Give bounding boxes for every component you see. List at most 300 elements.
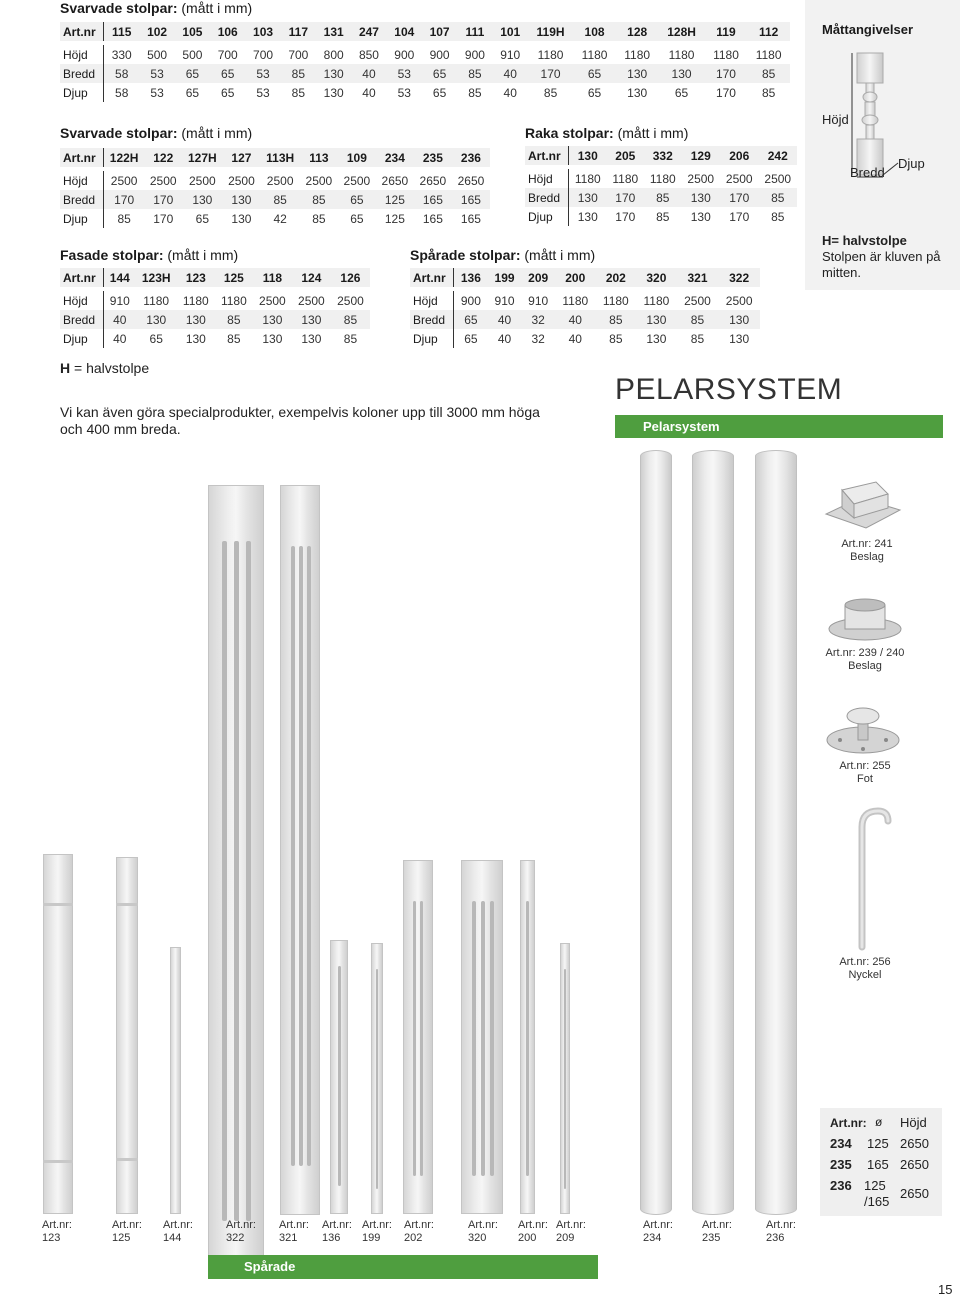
svarvade_mid-cell: 165 [414,190,452,209]
sparade-cell: 1180 [562,293,589,308]
svarvade_mid-cell: 2500 [149,173,177,188]
svarvade_top-cell: 53 [387,64,422,83]
svarvade_mid-cell: 2650 [419,173,447,188]
pelarsystem-bar: Pelarsystem [615,415,943,438]
svarvade_top-cell: 65 [587,85,602,100]
svarvade_mid-cell: 170 [144,190,182,209]
cst-r2-h: 2650 [900,1157,929,1172]
svarvade_top-cell: 101 [493,22,528,41]
raka-cell: 170 [720,188,758,207]
sparade-title: Spårade stolpar: (mått i mm) [410,247,596,263]
pillar-caption [556,1219,602,1245]
column-236 [755,450,797,1215]
svarvade_top-cell: 40 [351,64,386,83]
raka-cell: 170 [729,209,750,224]
svarvade_top-cell: 40 [503,85,517,100]
svarvade_top-cell: 700 [217,47,238,62]
raka-cell: 130 [569,188,607,207]
acc-239-caption: Art.nr: 239 / 240 Beslag [825,647,905,672]
column-234 [640,450,672,1215]
fasade-cell: 2500 [259,293,286,308]
raka-label-3: Djup [525,207,569,226]
svarvade_mid-cell: 165 [460,211,481,226]
raka-cell: 1180 [612,171,639,186]
cst-r3-art: 236 [830,1178,852,1193]
svarvade-mid-title: Svarvade stolpar: (mått i mm) [60,125,253,141]
raka-label-1: Höjd [525,169,569,188]
raka-cell: 170 [615,209,636,224]
matt-note-text: Stolpen är kluven på mitten. [822,249,941,280]
beslag-241-image [822,480,904,536]
raka-cell: 129 [682,146,720,165]
sparade-cell: 40 [497,331,512,346]
raka-cell: 206 [720,146,758,165]
caption-label: Art.nr: [279,1219,309,1231]
raka-title: Raka stolpar: (mått i mm) [525,125,689,141]
sparade-cell: 900 [460,293,481,308]
raka-cell: 85 [656,209,670,224]
svarvade_top-cell: 53 [139,64,174,83]
svarvade_top-cell: 330 [111,47,132,62]
svarvade_top-cell: 170 [715,85,736,100]
svarvade_top-cell: 104 [387,22,422,41]
pillar-caption [163,1219,209,1245]
fasade-cell: 130 [292,310,331,329]
svarvade_top-row-3 [60,83,790,102]
svarvade_top-cell: 65 [210,64,245,83]
svarvade_top-cell: 119 [705,22,748,41]
raka-table [525,146,797,226]
pelarsystem-heading: PELARSYSTEM [615,373,843,406]
caption-label: Art.nr: [404,1219,434,1231]
svarvade_top-cell: 53 [256,85,270,100]
caption-number: 235 [702,1232,721,1244]
svarvade_top-cell: 53 [397,85,411,100]
svarvade_top-cell: 128 [616,22,659,41]
sparade-label-1: Höjd [410,291,454,310]
fasade-cell: 910 [109,293,130,308]
pillar-caption [468,1219,514,1245]
svarvade_top-label-2: Bredd [60,64,104,83]
caption-label: Art.nr: [766,1219,796,1231]
matt-title: Måttangivelser [822,22,914,37]
fasade-cell: 130 [185,331,206,346]
svarvade_mid-cell: 125 [384,211,405,226]
svarvade_top-cell: 65 [432,85,447,100]
sparade-cell: 40 [568,331,582,346]
caption-label: Art.nr: [226,1219,256,1231]
svarvade_mid-label-0: Art.nr [60,148,104,167]
svarvade_mid-cell: 85 [117,211,131,226]
svarvade_mid-cell: 125 [376,190,414,209]
caption-number: 321 [279,1232,298,1244]
sparade-cell: 1180 [602,293,629,308]
sparade-row-3 [410,329,760,348]
caption-number: 209 [556,1232,575,1244]
svarvade_top-cell: 117 [281,22,316,41]
pillar-caption [643,1219,689,1245]
pillar-199 [371,943,383,1214]
sparade-label-2: Bredd [410,310,454,329]
sparade-cell: 1180 [643,293,670,308]
pillar-209 [560,943,570,1214]
fasade-cell: 85 [227,331,241,346]
svarvade_mid-row-2 [60,190,490,209]
svarvade_top-cell: 65 [185,85,200,100]
sparade-row-2 [410,310,760,329]
raka-cell: 130 [682,188,720,207]
fasade-cell: 118 [253,268,292,287]
svarvade_mid-label-3: Djup [60,209,104,228]
svarvade_mid-row-1 [60,171,490,190]
svarvade_mid-cell: 127 [222,148,260,167]
cst-r2-art: 235 [830,1157,852,1172]
svarvade_top-cell: 119H [528,22,573,41]
caption-label: Art.nr: [702,1219,732,1231]
pillar-322 [208,485,264,1277]
sparade-cell: 32 [521,310,555,329]
sparade-row-1 [410,291,760,310]
svarvade_top-cell: 85 [747,64,790,83]
sparade-table [410,268,760,348]
sparade-bar: Spårade [208,1255,598,1279]
cst-r3-d: 125 /165 [864,1178,890,1209]
svarvade_top-cell: 130 [616,64,659,83]
raka-row-2 [525,188,797,207]
svarvade_mid-cell: 65 [338,190,376,209]
sparade-cell: 65 [464,331,478,346]
pillar-caption [702,1219,748,1245]
fasade-cell: 1180 [143,293,170,308]
fasade-cell: 126 [331,268,370,287]
svarvade_top-row-2 [60,64,790,83]
pillar-caption [362,1219,408,1245]
svarvade_top-cell: 105 [175,22,210,41]
caption-label: Art.nr: [362,1219,392,1231]
pillar-320 [461,860,503,1214]
sparade-cell: 202 [596,268,637,287]
matt-panel [805,0,960,290]
raka-cell: 130 [569,146,607,165]
svarvade_mid-cell: 85 [300,190,338,209]
fasade-cell: 130 [136,310,177,329]
svarvade_top-row-1 [60,45,790,64]
fasade-row-1 [60,291,370,310]
raka-cell: 1180 [649,171,676,186]
caption-label: Art.nr: [112,1219,142,1231]
svarvade_top-cell: 65 [221,85,235,100]
raka-table-wrap [525,146,797,226]
sparade-cell: 130 [636,310,677,329]
sparade-cell: 40 [488,310,522,329]
svarvade_mid-cell: 2500 [110,173,138,188]
svarvade_top-row-0 [60,22,790,41]
svarvade_mid-cell: 236 [452,148,490,167]
raka-cell: 332 [644,146,681,165]
svarvade-top-table [60,22,790,102]
svarvade_top-cell: 128H [658,22,704,41]
caption-label: Art.nr: [322,1219,352,1231]
svarvade_top-cell: 170 [705,64,748,83]
svarvade_mid-cell: 170 [104,190,145,209]
svarvade_top-cell: 1180 [537,47,564,62]
svarvade_top-cell: 130 [658,64,704,83]
sparade-table-wrap [410,268,760,348]
fasade-cell: 2500 [298,293,325,308]
svarvade_mid-cell: 2500 [343,173,371,188]
raka-label-0: Art.nr [525,146,569,165]
sparade-row-0 [410,268,760,287]
sparade-cell: 130 [718,310,760,329]
svarvade_top-cell: 700 [288,47,309,62]
fasade-cell: 85 [331,310,370,329]
svarvade_top-cell: 40 [362,85,376,100]
svarvade_mid-row-3 [60,209,490,228]
svarvade_top-cell: 1180 [624,47,651,62]
pillar-123 [43,854,73,1214]
sparade-cell: 320 [636,268,677,287]
fasade-cell: 130 [253,310,292,329]
svarvade_mid-label-2: Bredd [60,190,104,209]
pillar-caption [279,1219,325,1245]
svarvade_top-cell: 112 [747,22,790,41]
svarvade_top-cell: 65 [175,64,210,83]
sparade-cell: 136 [454,268,488,287]
fasade-label-2: Bredd [60,310,104,329]
svarvade_mid-cell: 165 [452,190,490,209]
sparade-cell: 130 [729,331,750,346]
caption-number: 202 [404,1232,423,1244]
svarvade_top-cell: 130 [323,85,344,100]
svarvade_mid-cell: 130 [231,211,252,226]
svarvade_mid-cell: 122 [144,148,182,167]
svarvade_mid-cell: 42 [273,211,287,226]
svarvade_top-cell: 85 [291,85,306,100]
svarvade_mid-cell: 2650 [381,173,409,188]
sparade-cell: 130 [646,331,667,346]
sparade-cell: 85 [596,310,637,329]
nyckel-256-image [848,807,893,952]
raka-cell: 2500 [725,171,753,186]
caption-number: 320 [468,1232,487,1244]
svarvade_mid-cell: 130 [182,190,222,209]
fot-255-image [822,700,904,758]
fasade-cell: 130 [301,331,322,346]
svarvade_mid-cell: 2500 [266,173,294,188]
caption-number: 234 [643,1232,662,1244]
svarvade_top-cell: 910 [500,47,521,62]
svarvade_top-cell: 247 [351,22,386,41]
baluster-diagram [840,45,940,185]
svarvade_mid-cell: 2500 [228,173,255,188]
svarvade-top-title: Svarvade stolpar: (mått i mm) [60,0,253,16]
fasade-title: Fasade stolpar: (mått i mm) [60,247,239,263]
svarvade_top-cell: 106 [210,22,245,41]
raka-cell: 1180 [574,171,601,186]
caption-number: 200 [518,1232,537,1244]
raka-row-0 [525,146,797,165]
raka-cell: 85 [644,188,681,207]
fasade-label-3: Djup [60,329,104,348]
svarvade_mid-cell: 65 [195,211,209,226]
caption-label: Art.nr: [556,1219,586,1231]
svarvade_top-cell: 900 [464,47,485,62]
pillar-caption [42,1219,88,1245]
fasade-cell: 2500 [337,293,364,308]
sparade-cell: 209 [521,268,555,287]
svarvade_top-cell: 111 [457,22,492,41]
svarvade_top-cell: 85 [457,64,492,83]
sparade-cell: 200 [555,268,596,287]
sparade-cell: 85 [609,331,623,346]
sparade-cell: 2500 [684,293,711,308]
fasade-table-wrap [60,268,370,348]
raka-cell: 85 [758,188,797,207]
column-235 [692,450,734,1215]
caption-label: Art.nr: [643,1219,673,1231]
svarvade_top-cell: 65 [573,64,616,83]
pillar-caption [404,1219,450,1245]
svarvade_top-cell: 800 [323,47,344,62]
caption-number: 125 [112,1232,131,1244]
fasade-cell: 40 [104,310,136,329]
svarvade_top-cell: 1180 [755,47,782,62]
cst-h-d: ø [875,1115,883,1129]
sparade-cell: 32 [531,331,545,346]
svarvade_top-cell: 1180 [668,47,695,62]
svarvade_top-cell: 131 [316,22,351,41]
fasade-cell: 85 [215,310,253,329]
svarvade_mid-cell: 85 [260,190,299,209]
raka-row-3 [525,207,797,226]
svarvade_mid-cell: 65 [350,211,364,226]
cst-h-h: Höjd [900,1115,927,1130]
matt-djup-label: Djup [898,156,925,171]
cst-r1-h: 2650 [900,1136,929,1151]
svarvade_top-label-3: Djup [60,83,104,102]
pillar-144 [170,947,181,1214]
caption-number: 236 [766,1232,785,1244]
svarvade_mid-cell: 122H [104,148,145,167]
svarvade_mid-cell: 130 [222,190,260,209]
svarvade_top-cell: 115 [104,22,140,41]
svarvade_top-cell: 65 [422,64,457,83]
raka-cell: 2500 [764,171,792,186]
svarvade_mid-cell: 2500 [188,173,216,188]
fasade-cell: 144 [104,268,136,287]
sparade-cell: 40 [555,310,596,329]
pillar-caption [112,1219,158,1245]
svarvade_top-cell: 85 [543,85,558,100]
svarvade_top-cell: 1180 [713,47,739,62]
svarvade_top-cell: 53 [245,64,280,83]
raka-row-1 [525,169,797,188]
matt-note [822,233,957,281]
sparade-cell: 322 [718,268,760,287]
svarvade_top-cell: 1180 [581,47,608,62]
sparade-cell: 85 [690,331,705,346]
svarvade_top-cell: 103 [245,22,280,41]
sparade-label-0: Art.nr [410,268,454,287]
pillar-202 [403,860,433,1214]
svarvade_top-cell: 58 [104,64,140,83]
fasade-label-1: Höjd [60,291,104,310]
svarvade_mid-label-1: Höjd [60,171,104,190]
caption-label: Art.nr: [42,1219,72,1231]
pillar-200 [520,860,535,1214]
cst-h-art: Art.nr: [830,1116,867,1130]
fasade-table [60,268,370,348]
fasade-label-0: Art.nr [60,268,104,287]
svarvade_mid-cell: 85 [312,211,326,226]
caption-number: 199 [362,1232,381,1244]
raka-cell: 205 [607,146,644,165]
svarvade_top-cell: 40 [493,64,528,83]
fasade-cell: 125 [215,268,253,287]
svarvade_mid-cell: 234 [376,148,414,167]
svarvade_top-cell: 85 [281,64,316,83]
caption-number: 144 [163,1232,182,1244]
cst-r1-art: 234 [830,1136,852,1151]
beslag-239-image [825,597,905,643]
fasade-row-3 [60,329,370,348]
column-size-table [820,1108,942,1216]
raka-cell: 170 [607,188,644,207]
raka-cell: 85 [771,209,785,224]
sparade-cell: 2500 [725,293,753,308]
svarvade_top-label-0: Art.nr [60,22,104,41]
raka-cell: 130 [577,209,598,224]
acc-241-caption: Art.nr: 241 Beslag [841,538,893,563]
svarvade_mid-cell: 170 [153,211,174,226]
caption-label: Art.nr: [163,1219,193,1231]
svarvade_mid-cell: 165 [422,211,443,226]
svarvade_mid-cell: 2650 [457,173,485,188]
halvstolpe-note: H = halvstolpe [60,360,150,376]
fasade-row-0 [60,268,370,287]
sparade-cell: 321 [677,268,719,287]
svarvade_top-cell: 85 [761,85,776,100]
raka-label-2: Bredd [525,188,569,207]
raka-cell: 242 [758,146,797,165]
fasade-cell: 130 [262,331,283,346]
svarvade_top-cell: 58 [115,85,129,100]
svarvade_top-cell: 500 [182,47,203,62]
sparade-cell: 910 [528,293,549,308]
svarvade_top-cell: 130 [627,85,648,100]
raka-cell: 2500 [687,171,715,186]
fasade-cell: 123H [136,268,177,287]
svarvade_top-cell: 107 [422,22,457,41]
sparade-cell: 199 [488,268,522,287]
svarvade_top-cell: 65 [674,85,689,100]
svarvade_mid-cell: 2500 [305,173,333,188]
fasade-cell: 124 [292,268,331,287]
matt-bredd-label: Bredd [850,165,885,180]
sparade-label-3: Djup [410,329,454,348]
svarvade_top-cell: 53 [150,85,164,100]
raka-cell: 130 [690,209,711,224]
svarvade_mid-row-0 [60,148,490,167]
svarvade_top-cell: 900 [429,47,450,62]
fasade-cell: 1180 [220,293,247,308]
pillar-125 [116,857,138,1214]
sparade-cell: 910 [494,293,515,308]
svarvade-mid-table-wrap [60,148,490,228]
matt-hojd-label: Höjd [822,112,849,127]
cst-r1-d: 125 [867,1136,889,1151]
fasade-cell: 65 [149,331,163,346]
